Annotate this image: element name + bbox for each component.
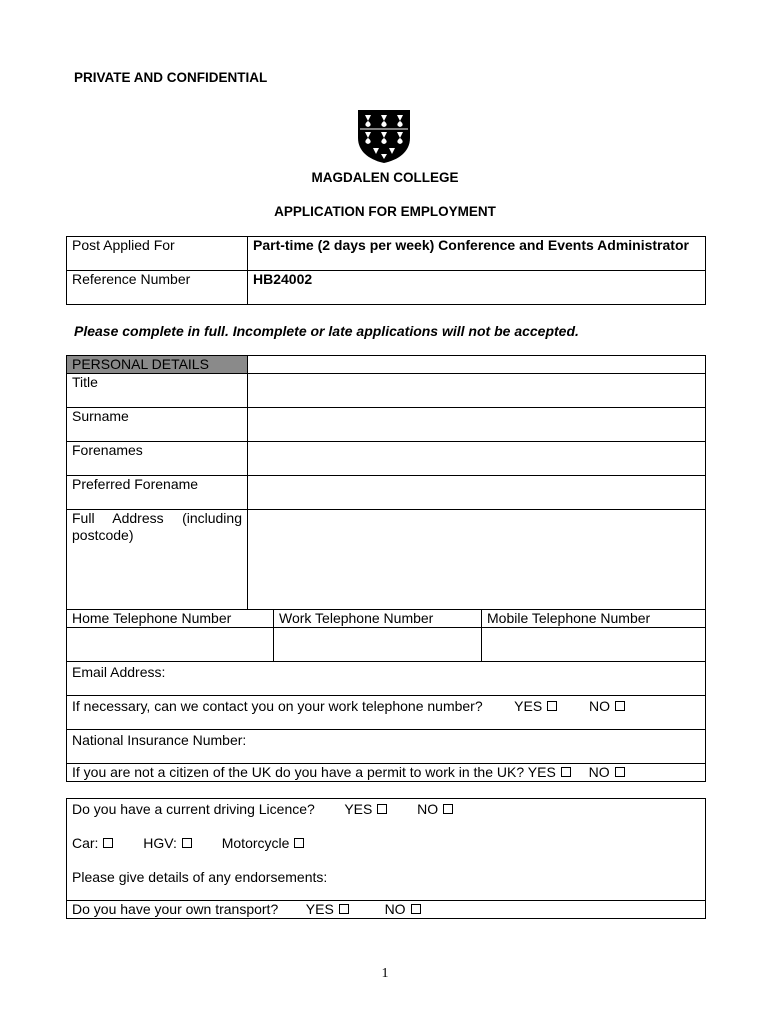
home-telephone-field[interactable] (67, 628, 274, 662)
personal-details-heading: PERSONAL DETAILS (67, 356, 248, 374)
college-name: MAGDALEN COLLEGE (311, 170, 459, 185)
forenames-field[interactable] (248, 442, 706, 476)
contact-work-row (67, 696, 706, 730)
car-label: Car: (72, 834, 99, 851)
permit-row (67, 764, 706, 782)
permit-yes-label: YES (527, 764, 556, 780)
title-field[interactable] (248, 374, 706, 408)
confidential-label: PRIVATE AND CONFIDENTIAL (74, 70, 268, 85)
email-label: Email Address: (72, 664, 166, 680)
transport-yes-label: YES (305, 901, 334, 917)
personal-details-table (66, 355, 706, 782)
preferred-forename-field[interactable] (248, 476, 706, 510)
post-table (66, 236, 706, 305)
endorsements-label: Please give details of any endorsements: (72, 868, 328, 885)
contact-work-no-checkbox[interactable] (615, 701, 625, 711)
motorcycle-checkbox[interactable] (294, 838, 304, 848)
endorsements-row[interactable] (67, 867, 706, 901)
driving-table (66, 798, 706, 919)
transport-no-checkbox[interactable] (411, 904, 421, 914)
college-crest-icon (356, 108, 412, 164)
ni-row[interactable] (67, 730, 706, 764)
car-checkbox[interactable] (103, 838, 113, 848)
licence-row (67, 799, 706, 833)
title-label: Title (67, 374, 248, 408)
home-telephone-label: Home Telephone Number (67, 610, 274, 628)
transport-row (67, 901, 706, 919)
contact-work-yes-label: YES (514, 698, 543, 714)
hgv-checkbox[interactable] (182, 838, 192, 848)
reference-number-label: Reference Number (67, 271, 248, 305)
licence-yes-label: YES (344, 801, 373, 817)
reference-number-value: HB24002 (248, 271, 706, 305)
contact-work-yes-checkbox[interactable] (547, 701, 557, 711)
email-row[interactable] (67, 662, 706, 696)
form-title: APPLICATION FOR EMPLOYMENT (274, 204, 496, 219)
completion-notice: Please complete in full. Incomplete or late applications will not be accepted. (74, 323, 579, 339)
page-number: 1 (381, 966, 389, 981)
vehicle-type-row (67, 833, 706, 867)
address-field[interactable] (248, 510, 706, 610)
surname-label: Surname (67, 408, 248, 442)
preferred-forename-label: Preferred Forename (67, 476, 248, 510)
contact-work-no-label: NO (588, 698, 610, 714)
transport-no-label: NO (384, 901, 406, 917)
address-label: Full Address (including postcode) (67, 510, 248, 610)
licence-yes-checkbox[interactable] (377, 804, 387, 814)
transport-yes-checkbox[interactable] (339, 904, 349, 914)
contact-work-question: If necessary, can we contact you on your work telephone number? (72, 698, 483, 714)
permit-no-checkbox[interactable] (615, 767, 625, 777)
hgv-label: HGV: (143, 834, 177, 851)
mobile-telephone-label: Mobile Telephone Number (482, 610, 706, 628)
permit-no-label: NO (588, 764, 610, 780)
work-telephone-field[interactable] (274, 628, 482, 662)
post-applied-value: Part-time (2 days per week) Conference and Events Administrator (248, 237, 706, 271)
forenames-label: Forenames (67, 442, 248, 476)
transport-question: Do you have your own transport? (72, 901, 279, 917)
permit-question: If you are not a citizen of the UK do you have a permit to work in the UK? (72, 764, 525, 780)
work-telephone-label: Work Telephone Number (274, 610, 482, 628)
mobile-telephone-field[interactable] (482, 628, 706, 662)
post-applied-label: Post Applied For (67, 237, 248, 271)
motorcycle-label: Motorcycle (221, 834, 290, 851)
surname-field[interactable] (248, 408, 706, 442)
licence-no-checkbox[interactable] (443, 804, 453, 814)
licence-no-label: NO (417, 801, 439, 817)
ni-label: National Insurance Number: (72, 732, 247, 748)
licence-question: Do you have a current driving Licence? (72, 801, 315, 817)
permit-yes-checkbox[interactable] (561, 767, 571, 777)
